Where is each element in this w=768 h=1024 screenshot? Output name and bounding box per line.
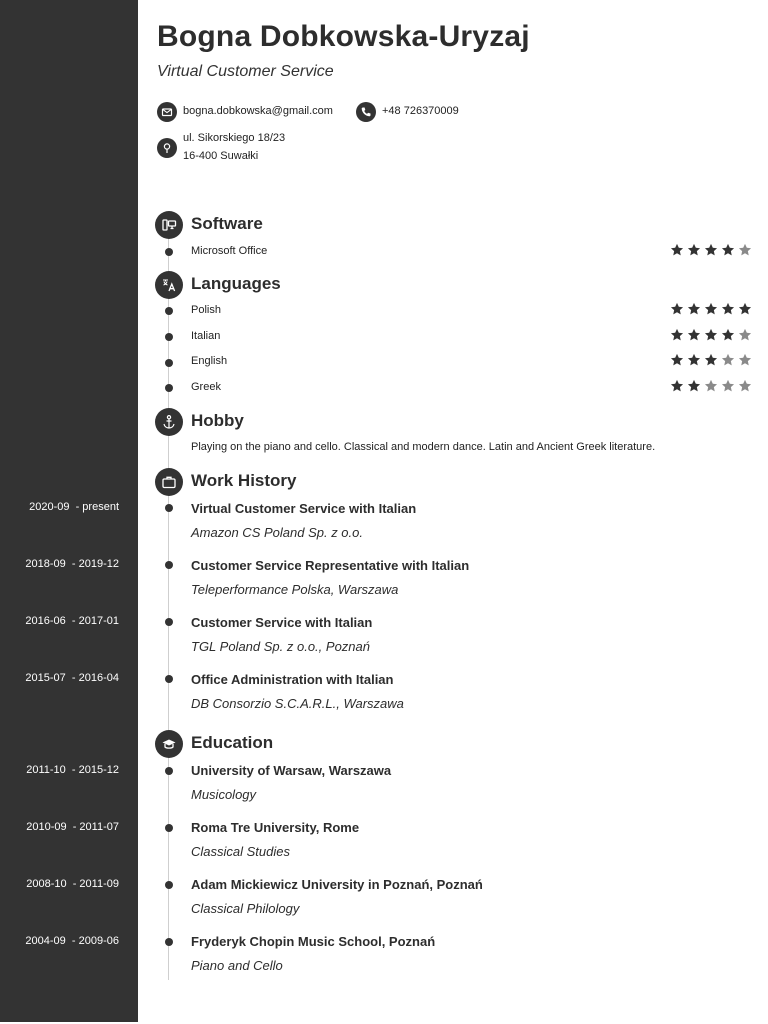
star-filled-icon: [686, 353, 702, 367]
star-filled-icon: [720, 243, 736, 257]
star-filled-icon: [686, 243, 702, 257]
star-filled-icon: [686, 379, 702, 393]
phone-text: +48 726370009: [382, 105, 459, 117]
briefcase-icon: [155, 468, 183, 496]
star-filled-icon: [669, 353, 685, 367]
star-filled-icon: [720, 328, 736, 342]
work-bullet: [165, 561, 173, 569]
work-bullet: [165, 675, 173, 683]
translate-icon: [155, 271, 183, 299]
graduation-cap-icon: [155, 730, 183, 758]
work-dates: 2020-09 - present: [29, 501, 119, 513]
software-heading: Software: [191, 214, 263, 233]
language-italian-rating: [669, 328, 753, 342]
work-dates: 2018-09 - 2019-12: [25, 558, 119, 570]
email-text: bogna.dobkowska@gmail.com: [183, 105, 333, 117]
work-title: Customer Service with Italian: [191, 615, 373, 630]
star-filled-icon: [669, 243, 685, 257]
language-bullet: [165, 359, 173, 367]
education-bullet: [165, 767, 173, 775]
star-filled-icon: [703, 328, 719, 342]
star-filled-icon: [686, 302, 702, 316]
work-history-heading: Work History: [191, 471, 297, 490]
work-employer: Teleperformance Polska, Warszawa: [191, 582, 399, 597]
work-dates: 2015-07 - 2016-04: [25, 672, 119, 684]
education-heading: Education: [191, 733, 274, 752]
computer-icon: [155, 211, 183, 239]
education-field: Classical Philology: [191, 901, 300, 916]
hobby-text: Playing on the piano and cello. Classical and modern dance. Latin and Ancient Greek literature.: [191, 441, 656, 453]
work-title: Virtual Customer Service with Italian: [191, 501, 417, 516]
star-filled-icon: [669, 328, 685, 342]
star-empty-icon: [703, 379, 719, 393]
address-line-2: 16-400 Suwałki: [183, 150, 259, 162]
language-polish-rating: [669, 302, 753, 316]
language-italian: Italian: [191, 330, 221, 342]
work-employer: DB Consorzio S.C.A.R.L., Warszawa: [191, 696, 404, 711]
software-bullet: [165, 248, 173, 256]
language-greek-rating: [669, 379, 753, 393]
envelope-icon: [157, 102, 177, 122]
education-school: Roma Tre University, Rome: [191, 820, 360, 835]
education-bullet: [165, 881, 173, 889]
star-filled-icon: [703, 353, 719, 367]
languages-heading: Languages: [191, 274, 281, 293]
hobby-heading: Hobby: [191, 411, 244, 430]
star-filled-icon: [703, 243, 719, 257]
language-polish: Polish: [191, 304, 221, 316]
software-rating: [669, 243, 753, 257]
language-english: English: [191, 355, 228, 367]
email-contact[interactable]: [157, 102, 333, 122]
education-dates: 2004-09 - 2009-06: [25, 935, 119, 947]
address-line-1: ul. Sikorskiego 18/23: [183, 132, 286, 144]
education-dates: 2008-10 - 2011-09: [26, 878, 119, 890]
phone-contact[interactable]: [356, 102, 459, 122]
language-bullet: [165, 307, 173, 315]
education-school: Adam Mickiewicz University in Poznań, Poznań: [191, 877, 483, 892]
language-bullet: [165, 384, 173, 392]
work-dates: 2016-06 - 2017-01: [25, 615, 119, 627]
location-pin-icon: [157, 138, 177, 158]
star-filled-icon: [737, 302, 753, 316]
education-dates: 2010-09 - 2011-07: [26, 821, 119, 833]
education-school: University of Warsaw, Warszawa: [191, 763, 392, 778]
phone-icon: [356, 102, 376, 122]
address-block: [183, 129, 285, 165]
star-filled-icon: [720, 302, 736, 316]
star-filled-icon: [669, 302, 685, 316]
language-bullet: [165, 333, 173, 341]
anchor-icon: [155, 408, 183, 436]
education-bullet: [165, 938, 173, 946]
address-contact: [157, 129, 285, 165]
work-employer: Amazon CS Poland Sp. z o.o.: [191, 525, 363, 540]
education-field: Musicology: [191, 787, 257, 802]
star-empty-icon: [737, 379, 753, 393]
star-empty-icon: [737, 243, 753, 257]
education-field: Classical Studies: [191, 844, 290, 859]
education-field: Piano and Cello: [191, 958, 283, 973]
education-dates: 2011-10 - 2015-12: [26, 764, 119, 776]
star-filled-icon: [669, 379, 685, 393]
work-title: Customer Service Representative with Italian: [191, 558, 470, 573]
language-greek: Greek: [191, 381, 221, 393]
work-bullet: [165, 504, 173, 512]
candidate-name: Bogna Dobkowska-Uryzaj: [157, 20, 530, 53]
star-filled-icon: [686, 328, 702, 342]
software-item: Microsoft Office: [191, 245, 268, 257]
job-title: Virtual Customer Service: [157, 63, 334, 80]
work-title: Office Administration with Italian: [191, 672, 394, 687]
star-empty-icon: [720, 353, 736, 367]
education-bullet: [165, 824, 173, 832]
education-school: Fryderyk Chopin Music School, Poznań: [191, 934, 436, 949]
star-empty-icon: [737, 353, 753, 367]
work-employer: TGL Poland Sp. z o.o., Poznań: [191, 639, 370, 654]
work-bullet: [165, 618, 173, 626]
star-empty-icon: [737, 328, 753, 342]
star-empty-icon: [720, 379, 736, 393]
star-filled-icon: [703, 302, 719, 316]
language-english-rating: [669, 353, 753, 367]
